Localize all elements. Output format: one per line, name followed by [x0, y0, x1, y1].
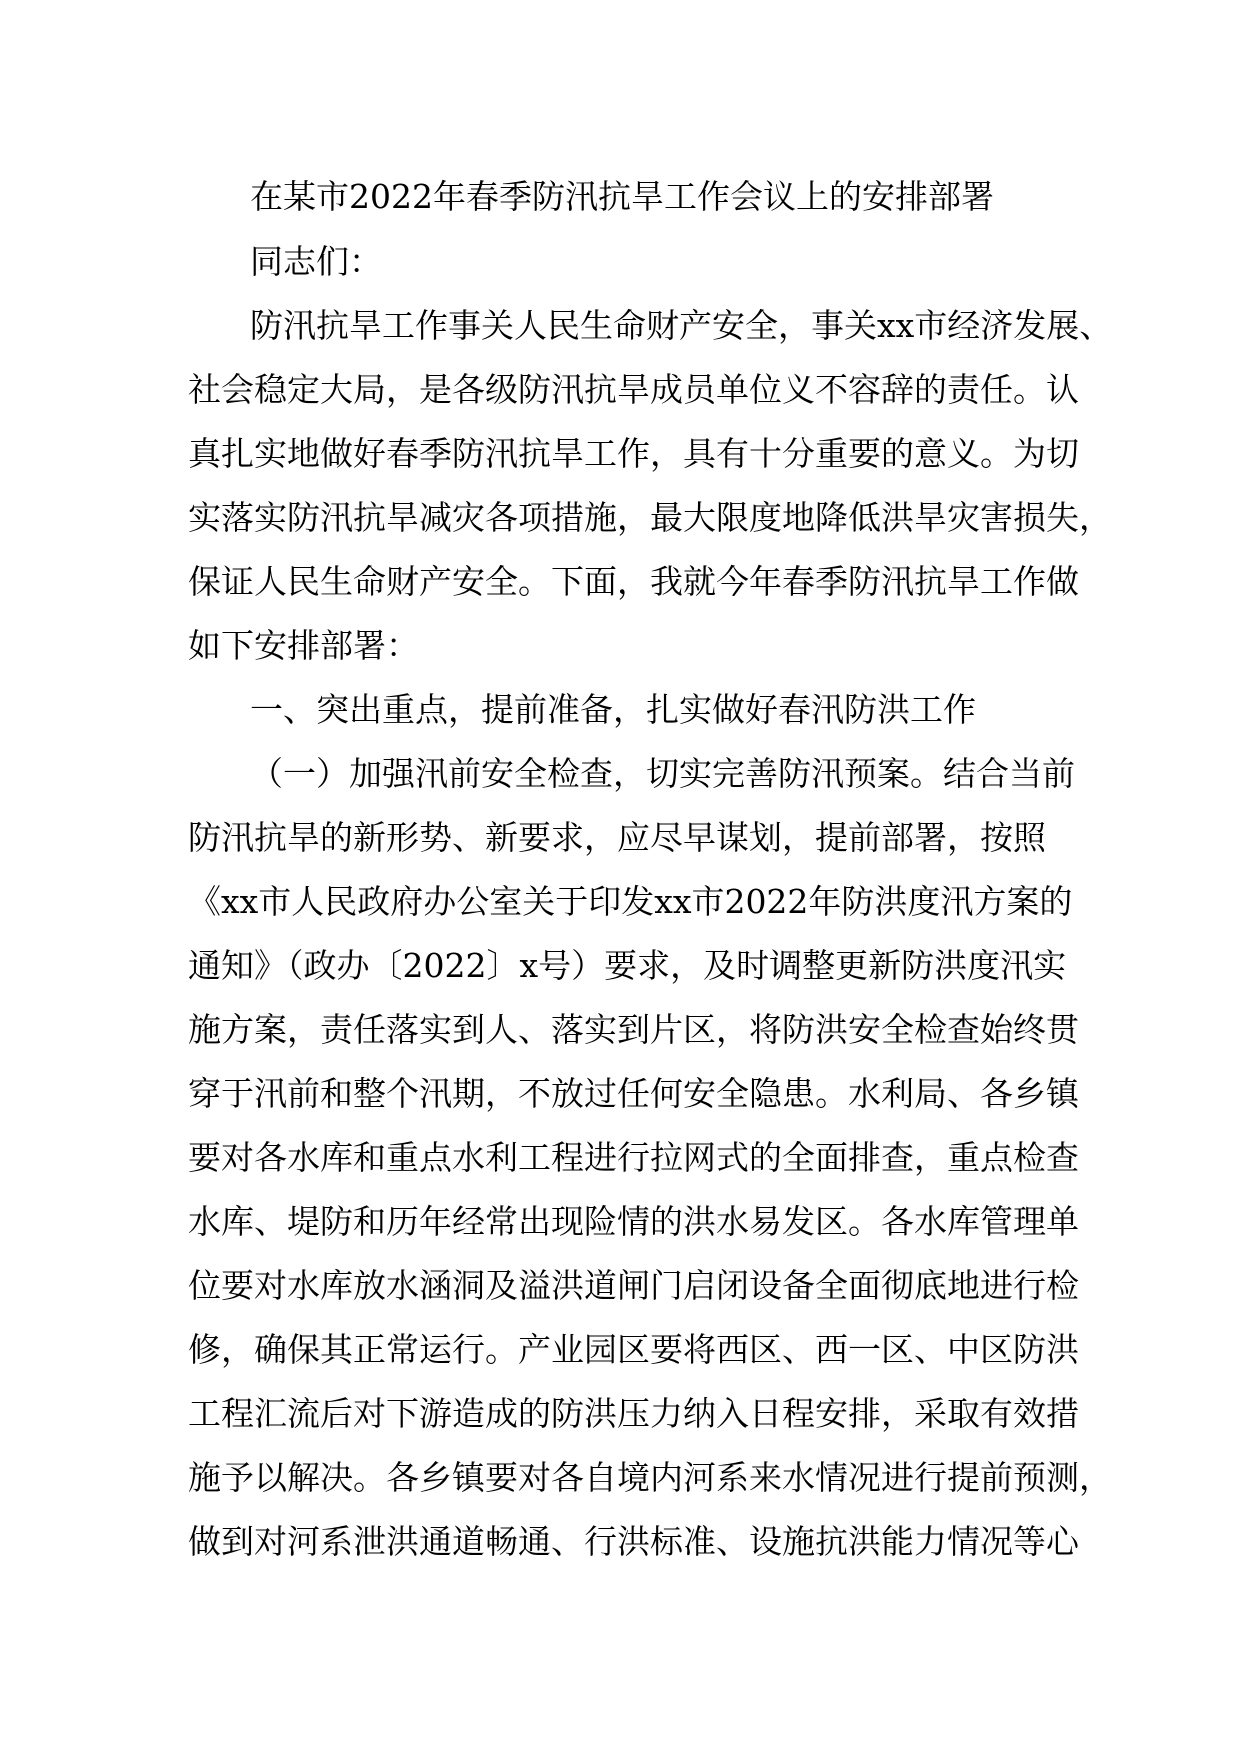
paragraph-2-line-8: 水库、堤防和历年经常出现险情的洪水易发区。各水库管理单	[188, 1202, 1079, 1241]
paragraph-1-line-4: 实落实防汛抗旱减灾各项措施，最大限度地降低洪旱灾害损失，	[188, 498, 1112, 537]
paragraph-2-line-9: 位要对水库放水涵洞及溢洪道闸门启闭设备全面彻底地进行检	[188, 1266, 1079, 1305]
salutation: 同志们：	[250, 242, 382, 281]
paragraph-2-line-4: 通知》（政办〔2022〕x号）要求，及时调整更新防洪度汛实	[188, 946, 1067, 985]
paragraph-2-line-5: 施方案，责任落实到人、落实到片区，将防洪安全检查始终贯	[188, 1010, 1079, 1049]
paragraph-2-line-7: 要对各水库和重点水利工程进行拉网式的全面排查，重点检查	[188, 1138, 1079, 1177]
paragraph-2-line-10: 修，确保其正常运行。产业园区要将西区、西一区、中区防洪	[188, 1330, 1079, 1369]
paragraph-2-line-3: 《xx市人民政府办公室关于印发xx市2022年防洪度汛方案的	[188, 882, 1073, 921]
document-title: 在某市2022年春季防汛抗旱工作会议上的安排部署	[250, 177, 994, 216]
paragraph-1-line-6: 如下安排部署：	[188, 626, 419, 665]
paragraph-2-line-1: （一）加强汛前安全检查，切实完善防汛预案。结合当前	[250, 754, 1075, 793]
paragraph-2-line-13: 做到对河系泄洪通道畅通、行洪标准、设施抗洪能力情况等心	[188, 1522, 1079, 1561]
paragraph-2-line-6: 穿于汛前和整个汛期，不放过任何安全隐患。水利局、各乡镇	[188, 1074, 1079, 1113]
paragraph-1-line-3: 真扎实地做好春季防汛抗旱工作，具有十分重要的意义。为切	[188, 434, 1079, 473]
paragraph-2-line-2: 防汛抗旱的新形势、新要求，应尽早谋划，提前部署，按照	[188, 818, 1046, 857]
paragraph-2-line-12: 施予以解决。各乡镇要对各自境内河系来水情况进行提前预测，	[188, 1458, 1112, 1497]
paragraph-1-line-2: 社会稳定大局，是各级防汛抗旱成员单位义不容辞的责任。认	[188, 370, 1079, 409]
section-heading-1: 一、突出重点，提前准备，扎实做好春汛防洪工作	[250, 690, 976, 729]
paragraph-1-line-5: 保证人民生命财产安全。下面，我就今年春季防汛抗旱工作做	[188, 562, 1079, 601]
paragraph-2-line-11: 工程汇流后对下游造成的防洪压力纳入日程安排，采取有效措	[188, 1394, 1079, 1433]
paragraph-1-line-1: 防汛抗旱工作事关人民生命财产安全，事关xx市经济发展、	[250, 306, 1113, 345]
